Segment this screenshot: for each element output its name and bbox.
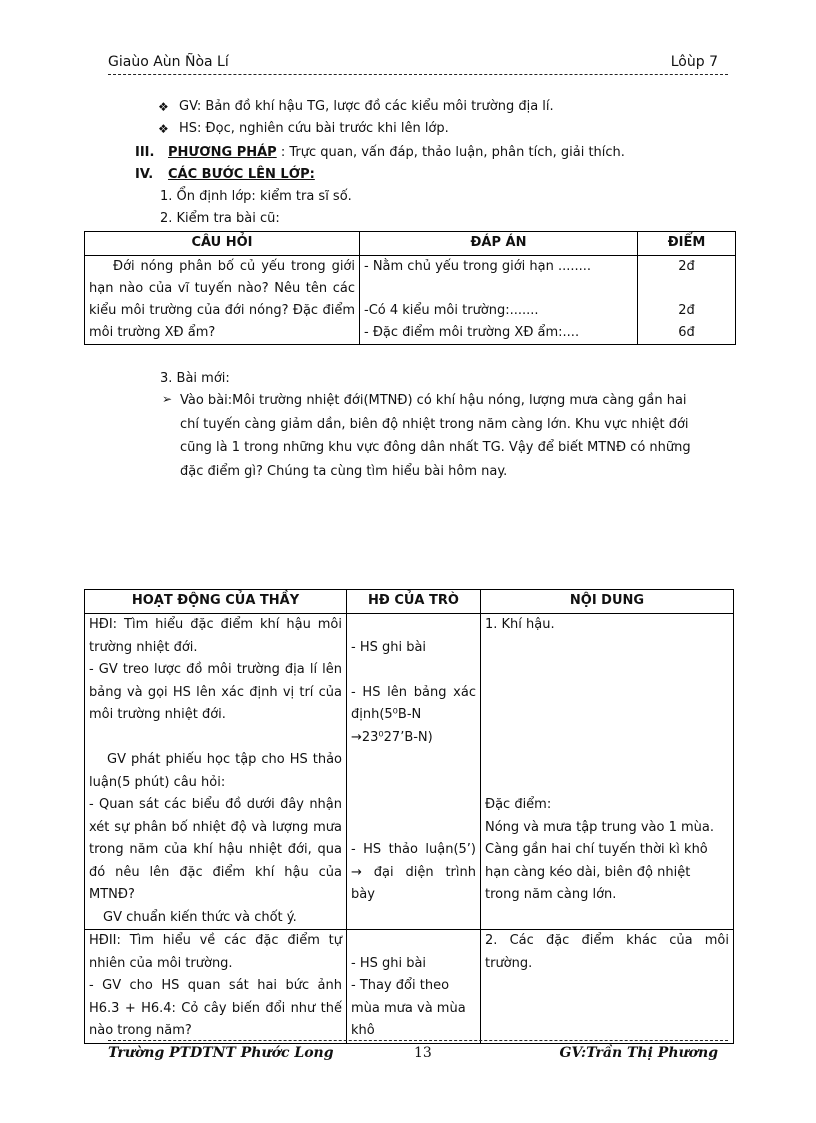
check-header-question: CÂU HỎI: [85, 232, 360, 256]
section4-number: IV.: [135, 167, 154, 182]
row1-content-3: Nóng và mưa tập trung vào 1 mùa. Càng gần hai chí tuyến thời kì khô hạn càng kéo dài, biên độ nhiệt trong năm càng lớn.: [485, 819, 714, 902]
row1-student-3: - HS thảo luận(5’) → đại diện trình bày: [351, 842, 476, 902]
check-answer-3: - Đặc điểm môi trường XĐ ẩm:....: [364, 324, 580, 340]
row1-teacher-4: - Quan sát các biểu đồ dưới đây nhận xét sự phân bố nhiệt độ và lượng mưa trong năm của khí hậu nhiệt đới, qua đó nêu lên đặc điểm khí hậu của MTNĐ?: [89, 797, 342, 902]
row1-teacher-2: - GV treo lược đồ môi trường địa lí lên bảng và gọi HS lên xác định vị trí của môi trường nhiệt đới.: [89, 662, 342, 722]
row2-student-1: - HS ghi bài: [351, 955, 427, 971]
intro-line-2: chí tuyến càng giảm dần, biên độ nhiệt trong năm càng lớn. Khu vực nhiệt đới: [180, 416, 689, 432]
check-header-answer: ĐÁP ÁN: [360, 232, 638, 256]
section3-title: PHƯƠNG PHÁP: [168, 145, 277, 160]
page-footer: [108, 1040, 728, 1067]
check-score-3: 6đ: [678, 324, 695, 340]
row1-student-1: - HS ghi bài: [351, 639, 427, 655]
row2-content-1: 2. Các đặc điểm khác của môi trường.: [485, 933, 729, 971]
check-header-score: ĐIỂM: [638, 232, 736, 256]
diamond-bullet-icon: ❖: [158, 100, 169, 114]
intro-line-4: đặc điểm gì? Chúng ta cùng tìm hiểu bài hôm nay.: [180, 463, 508, 479]
footer-teacher: GV:Trần Thị Phương: [559, 1045, 718, 1061]
check-answer-2: -Có 4 kiểu môi trường:.......: [364, 302, 539, 318]
page-header: [108, 52, 728, 75]
diamond-bullet-icon: ❖: [158, 122, 169, 136]
check-score-2: 2đ: [678, 302, 695, 318]
row1-student-cell: [347, 614, 481, 930]
row1-content-2: Đặc điểm:: [485, 797, 552, 812]
step-2: 2. Kiểm tra bài cũ:: [160, 211, 280, 226]
prep-teacher: GV: Bản đồ khí hậu TG, lược đồ các kiểu môi trường địa lí.: [179, 99, 554, 114]
row2-teacher-2: - GV cho HS quan sát hai bức ảnh H6.3 + H6.4: Cỏ cây biến đổi như thế nào trong năm?: [89, 978, 342, 1038]
section4-title: CÁC BƯỚC LÊN LỚP:: [168, 167, 315, 182]
arrow-bullet-icon: ➢: [162, 392, 173, 406]
header-grade: Lôùp 7: [670, 54, 718, 70]
intro-paragraph: [180, 389, 728, 483]
header-subject: Giaùo Aùn Ñòa Lí: [108, 54, 229, 70]
intro-line-3: cũng là 1 trong những khu vực đông dân nhất TG. Vậy để biết MTNĐ có những: [180, 440, 691, 455]
check-score-1: 2đ: [678, 258, 695, 274]
row1-student-2: - HS lên bảng xác định(5⁰B-N →23⁰27’B-N): [351, 684, 476, 745]
check-question: Đới nóng phân bố củ yếu trong giới hạn nào của vĩ tuyến nào? Nêu tên các kiểu môi trường của đới nóng? Đặc điểm môi trường XĐ ẩm?: [85, 255, 360, 344]
row1-teacher-cell: [85, 614, 347, 930]
row2-teacher-1: HĐII: Tìm hiểu về các đặc điểm tự nhiên của môi trường.: [89, 933, 342, 971]
section3-text: : Trực quan, vấn đáp, thảo luận, phân tích, giải thích.: [276, 145, 625, 160]
check-table: [84, 231, 736, 345]
row1-teacher-5: GV chuẩn kiến thức và chốt ý.: [103, 909, 297, 925]
row2-content-cell: [481, 930, 734, 1044]
activity-table: [84, 589, 734, 1044]
row1-teacher-3: GV phát phiếu học tập cho HS thảo luận(5 phút) câu hỏi:: [89, 752, 342, 790]
section3-line: [168, 145, 625, 160]
activity-header-student: HĐ CỦA TRÒ: [347, 590, 481, 614]
check-answers: [360, 255, 638, 344]
row2-student-cell: [347, 930, 481, 1044]
row2-student-2: - Thay đổi theo mùa mưa và mùa khô: [351, 978, 466, 1038]
row1-content-1: 1. Khí hậu.: [485, 617, 555, 632]
row1-teacher-1: HĐI: Tìm hiểu đặc điểm khí hậu môi trường nhiệt đới.: [89, 617, 342, 655]
check-scores: [638, 255, 736, 344]
check-answer-1: - Nằm chủ yếu trong giới hạn ........: [364, 258, 592, 274]
footer-page-number: 13: [414, 1045, 432, 1061]
activity-header-content: NỘI DUNG: [481, 590, 734, 614]
activity-header-teacher: HOẠT ĐỘNG CỦA THẦY: [85, 590, 347, 614]
footer-school: Trường PTDTNT Phước Long: [108, 1045, 334, 1061]
row2-teacher-cell: [85, 930, 347, 1044]
intro-line-1: Vào bài:Môi trường nhiệt đới(MTNĐ) có khí hậu nóng, lượng mưa càng gần hai: [180, 393, 687, 408]
section3-number: III.: [135, 145, 155, 160]
step-1: 1. Ổn định lớp: kiểm tra sĩ số.: [160, 189, 352, 204]
step-3: 3. Bài mới:: [160, 371, 230, 386]
prep-student: HS: Đọc, nghiên cứu bài trước khi lên lớp.: [179, 121, 449, 136]
row1-content-cell: [481, 614, 734, 930]
